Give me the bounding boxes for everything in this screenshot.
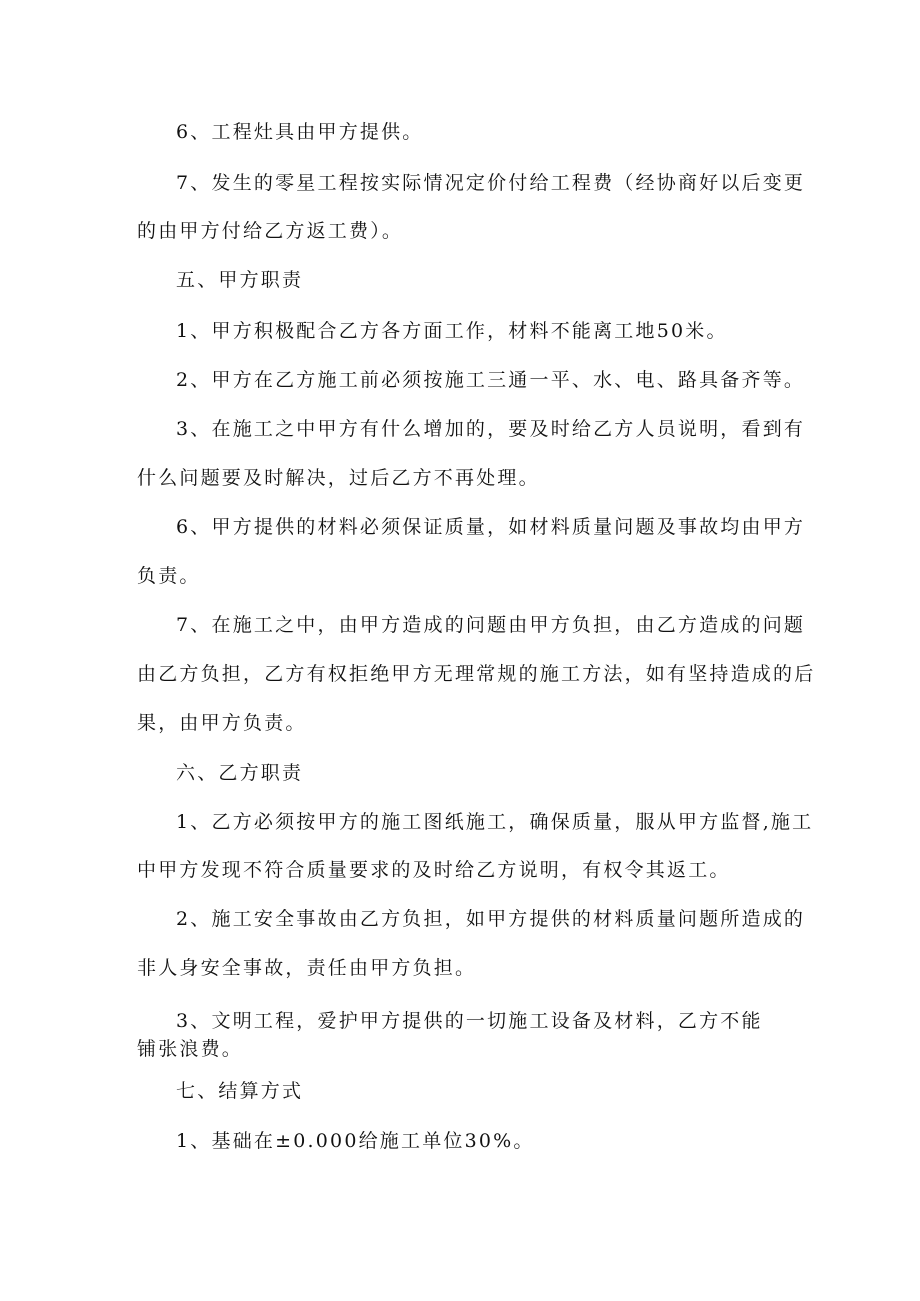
section-5-clause-6: 6、甲方提供的材料必须保证质量，如材料质量问题及事故均由甲方 [176,516,806,538]
section-5-clause-1: 1、甲方积极配合乙方各方面工作，材料不能离工地50米。 [176,320,728,342]
section-5-clause-2: 2、甲方在乙方施工前必须按施工三通一平、水、电、路具备齐等。 [176,369,806,391]
section-5-heading: 五、甲方职责 [176,269,304,291]
clause-6-cookware: 6、工程灶具由甲方提供。 [176,121,424,143]
section-6-heading: 六、乙方职责 [176,762,304,784]
section-7-clause-1: 1、基础在±0.000给施工单位30%。 [176,1130,535,1152]
section-6-clause-1-cont: 中甲方发现不符合质量要求的及时给乙方说明，有权令其返工。 [137,859,731,881]
section-7-heading: 七、结算方式 [176,1080,304,1102]
clause-7-misc-work-cont: 的由甲方付给乙方返工费）。 [137,220,404,242]
section-5-clause-6-cont: 负责。 [137,565,201,587]
section-5-clause-7-cont-2: 果，由甲方负责。 [137,712,307,734]
section-6-clause-2-cont: 非人身安全事故，责任由甲方负担。 [137,957,477,979]
section-6-clause-2: 2、施工安全事故由乙方负担，如甲方提供的材料质量问题所造成的 [176,908,806,930]
section-5-clause-3: 3、在施工之中甲方有什么增加的，要及时给乙方人员说明，看到有 [176,418,806,440]
section-6-clause-3-cont: 铺张浪费。 [137,1038,244,1060]
section-5-clause-3-cont: 什么问题要及时解决，过后乙方不再处理。 [137,467,540,489]
section-6-clause-1: 1、乙方必须按甲方的施工图纸施工，确保质量，服从甲方监督,施工 [176,811,814,833]
section-6-clause-3: 3、文明工程，爱护甲方提供的一切施工设备及材料，乙方不能 [176,1010,763,1032]
section-5-clause-7-cont-1: 由乙方负担，乙方有权拒绝甲方无理常规的施工方法，如有坚持造成的后 [137,663,816,685]
section-5-clause-7: 7、在施工之中，由甲方造成的问题由甲方负担，由乙方造成的问题 [176,614,806,636]
clause-7-misc-work: 7、发生的零星工程按实际情况定价付给工程费（经协商好以后变更 [176,172,806,194]
